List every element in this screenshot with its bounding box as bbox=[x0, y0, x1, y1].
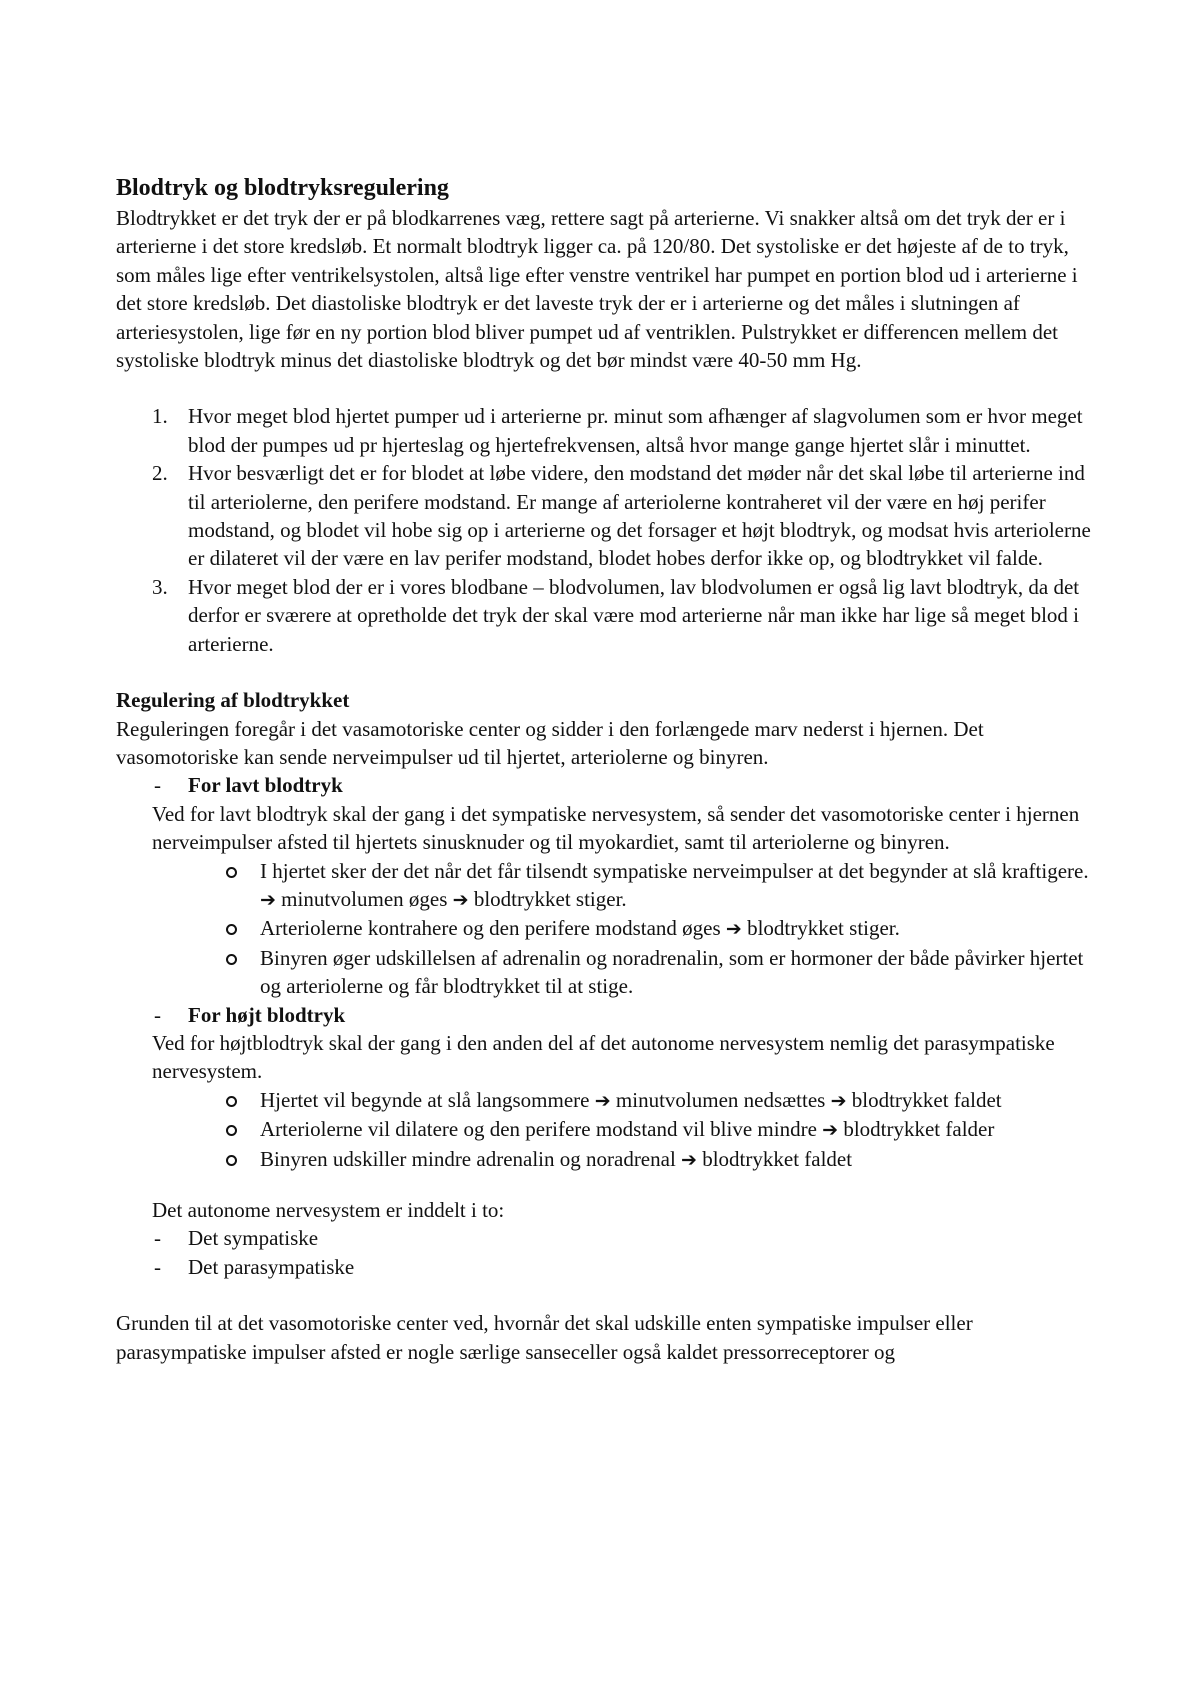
list-text: Hvor besværligt det er for blodet at løbe videre, den modstand det møder når det skal løbe til arterierne ind til arteriolerne, den perifere modstand. Er mange af arteriolerne kontraheret vil der være en høj perifer modstand, og blodet vil hobe sig op i arterierne og det forsager et højt blodtryk, og modsat hvis arteriolerne er dilateret vil der være en lav perifer modstand, blodet hobes derfor ikke op, og blodtrykket vil falde. bbox=[188, 461, 1091, 571]
arrow-right-icon: ➔ bbox=[830, 1089, 847, 1112]
list-number: 3. bbox=[152, 574, 168, 599]
list-item: Binyren øger udskillelsen af adrenalin og noradrenalin, som er hormoner der både påvirker hjertet og arteriolerne og får blodtrykket til at stige. bbox=[116, 944, 1096, 1001]
subsection-hojt bbox=[116, 1001, 1096, 1029]
autonome-paragraph: Det autonome nervesystem er inddelt i to: bbox=[152, 1198, 505, 1222]
regulering-paragraph: Reguleringen foregår i det vasamotoriske center og sidder i den forlængede marv nederst i hjernen. Det vasomotoriske kan sende nerveimpulser ud til hjertet, arteriolerne og binyren. bbox=[116, 716, 984, 769]
hojt-bullet-list bbox=[116, 1086, 1096, 1174]
lavt-bullet-list bbox=[116, 857, 1096, 1001]
grunden-paragraph: Grunden til at det vasomotoriske center ved, hvornår det skal udskille enten sympatiske impulser eller parasympatiske impulser afsted er nogle særlige sanseceller også kaldet pressorreceptorer og bbox=[116, 1311, 973, 1364]
spacer bbox=[116, 658, 1096, 686]
list-text: Hvor meget blod der er i vores blodbane – blodvolumen, lav blodvolumen er også lig lavt blodtryk, da det derfor er sværere at opretholde det tryk der skal være mod arterierne når man ikke har lige så meget blod i arterierne. bbox=[188, 574, 1080, 656]
circle-bullet-icon bbox=[226, 1155, 237, 1166]
section-heading-regulering: Regulering af blodtrykket bbox=[116, 688, 350, 713]
arrow-right-icon: ➔ bbox=[822, 1119, 839, 1142]
list-item: - Det parasympatiske bbox=[116, 1253, 1096, 1281]
factor-list bbox=[116, 402, 1096, 658]
dash-marker: - bbox=[154, 1226, 161, 1251]
lavt-paragraph: Ved for lavt blodtryk skal der gang i det sympatiske nervesystem, så sender det vasomotoriske center i hjernen nerveimpulser afsted til hjertets sinusknuder og til myokardiet, samt til arteriolerne og binyren. bbox=[152, 801, 1080, 855]
list-item: - Det sympatiske bbox=[116, 1224, 1096, 1252]
list-item bbox=[116, 402, 1096, 459]
arrow-right-icon: ➔ bbox=[594, 1089, 611, 1112]
list-item: Arteriolerne vil dilatere og den perifere modstand vil blive mindre ➔ blodtrykket falder bbox=[116, 1115, 1096, 1144]
list-item: Arteriolerne kontrahere og den perifere modstand øges ➔ blodtrykket stiger. bbox=[116, 914, 1096, 943]
list-number: 2. bbox=[152, 461, 168, 486]
intro-paragraph: Blodtrykket er det tryk der er på blodkarrenes væg, rettere sagt på arterierne. Vi snakker altså om det tryk der er i arterierne i det store kredsløb. Et normalt blodtryk ligger ca. på 120/80. Det systoliske er det højeste af de to tryk, som måles lige efter ventrikelsystolen, altså lige efter venstre ventrikel har pumpet en portion blod ud i arterierne i det store kredsløb. Det diastoliske blodtryk er det laveste tryk der er i arterierne og det måles i slutningen af arteriesystolen, lige før en ny portion blod bliver pumpet ud af ventriklen. Pulstrykket er differencen mellem det systoliske blodtryk minus det diastoliske blodtryk og det bør mindst være 40-50 mm Hg. bbox=[116, 206, 1078, 373]
list-item: Hjertet vil begynde at slå langsommere ➔ minutvolumen nedsættes ➔ blodtrykket faldet bbox=[116, 1086, 1096, 1115]
circle-bullet-icon bbox=[226, 1125, 237, 1136]
circle-bullet-icon bbox=[226, 1096, 237, 1107]
arrow-right-icon: ➔ bbox=[452, 888, 469, 911]
circle-bullet-icon bbox=[226, 924, 237, 935]
document-content bbox=[116, 172, 1096, 1366]
arrow-right-icon: ➔ bbox=[681, 1148, 697, 1171]
dash-marker: - bbox=[154, 773, 161, 798]
arrow-right-icon: ➔ bbox=[260, 888, 276, 911]
spacer bbox=[116, 1281, 1096, 1309]
dash-marker: - bbox=[154, 1002, 161, 1027]
list-item: Binyren udskiller mindre adrenalin og noradrenal ➔ blodtrykket faldet bbox=[116, 1145, 1096, 1174]
list-text: Hvor meget blod hjertet pumper ud i arterierne pr. minut som afhænger af slagvolumen som er hvor meget blod der pumpes ud pr hjerteslag og hjertefrekvensen, altså hvor mange gange hjertet slår i minuttet. bbox=[188, 404, 1083, 457]
list-number: 1. bbox=[152, 404, 168, 429]
page-title: Blodtryk og blodtryksregulering bbox=[116, 175, 449, 201]
spacer bbox=[116, 1174, 1096, 1196]
subsection-heading-hojt: For højt blodtryk bbox=[188, 1002, 346, 1027]
subsection-heading-lavt: For lavt blodtryk bbox=[188, 773, 343, 798]
hojt-paragraph: Ved for højtblodtryk skal der gang i den anden del af det autonome nervesystem nemlig det parasympatiske nervesystem. bbox=[152, 1030, 1055, 1084]
list-item bbox=[116, 573, 1096, 658]
circle-bullet-icon bbox=[226, 867, 237, 878]
circle-bullet-icon bbox=[226, 954, 237, 965]
list-item: I hjertet sker der det når det får tilsendt sympatiske nerveimpulser at det begynder at slå kraftigere. ➔ minutvolumen øges ➔ blodtrykket stiger. bbox=[116, 857, 1096, 915]
subsection-lavt bbox=[116, 771, 1096, 799]
list-item bbox=[116, 459, 1096, 573]
dash-marker: - bbox=[154, 1254, 161, 1279]
arrow-right-icon: ➔ bbox=[725, 918, 742, 941]
spacer bbox=[116, 374, 1096, 402]
